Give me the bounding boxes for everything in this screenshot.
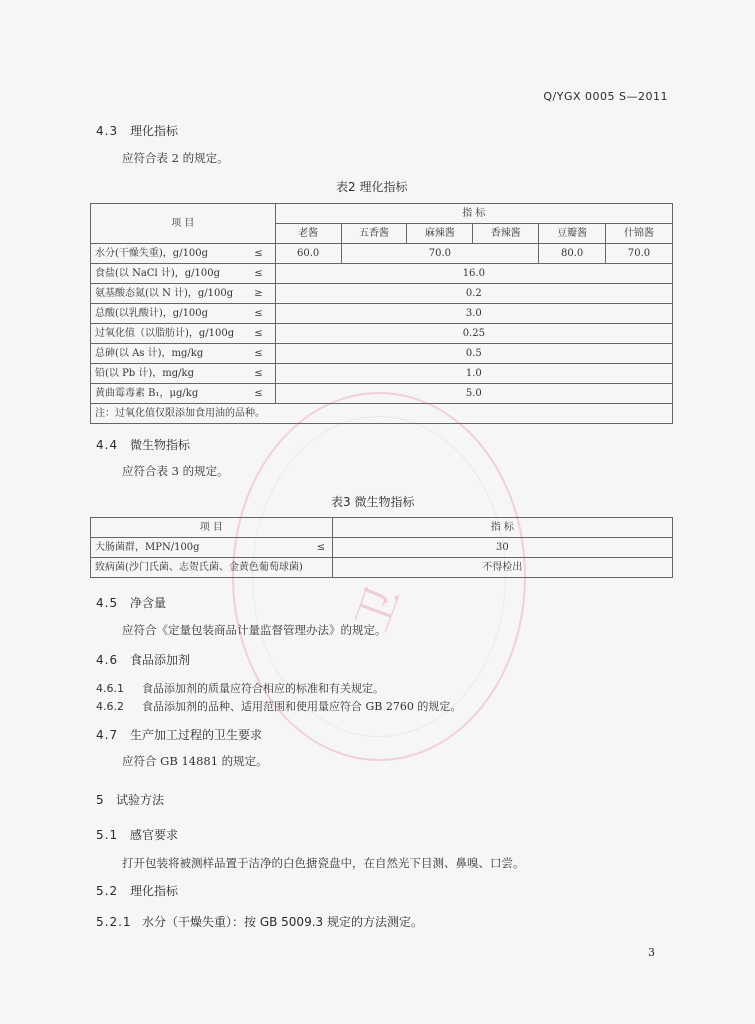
value-cell: 70.0 [606, 244, 673, 264]
row-operator: ≤ [242, 264, 275, 284]
table-row [91, 244, 673, 264]
row-item: 过氧化值（以脂肪计)，g/100g [91, 324, 243, 344]
table-row [91, 384, 673, 404]
table-header-item: 项 目 [91, 204, 276, 244]
clause-text: 水分（干燥失重）：按 GB 5009.3 规定的方法测定。 [142, 915, 423, 929]
section-heading-4-3 [96, 122, 178, 139]
row-operator: ≤ [242, 344, 275, 364]
document-number: Q/YGX 0005 S—2011 [543, 90, 668, 103]
table3-caption: 表3 微生物指标 [331, 495, 415, 509]
section-title: 感官要求 [130, 828, 179, 842]
section-number: 4.6 [96, 653, 119, 667]
table-row [91, 304, 673, 324]
section-heading-4-7 [96, 726, 262, 743]
official-seal-stamp: 卫 [232, 392, 526, 761]
paragraph: 应符合《定量包装商品计量监督管理办法》的规定。 [122, 623, 387, 637]
table-note-row [91, 404, 673, 424]
value-cell: 0.5 [275, 344, 672, 364]
section-title: 理化指标 [130, 884, 179, 898]
value-cell: 70.0 [341, 244, 539, 264]
clause-4-6-1 [96, 680, 384, 696]
table-row [91, 538, 673, 558]
table-header-row [91, 518, 673, 538]
paragraph: 应符合表 2 的规定。 [122, 151, 229, 165]
section-title: 净含量 [130, 596, 167, 610]
value-cell: 3.0 [275, 304, 672, 324]
row-item: 食盐(以 NaCl 计)，g/100g [91, 264, 243, 284]
paragraph: 打开包装将被测样品置于洁净的白色搪瓷盘中，在自然光下目测、鼻嗅、口尝。 [122, 856, 525, 870]
clause-number: 4.6.1 [96, 682, 124, 695]
paragraph: 应符合 GB 14881 的规定。 [122, 754, 268, 768]
section-number: 5.1 [96, 828, 119, 842]
table-header-indicator: 指 标 [332, 518, 672, 538]
section-number: 5 [96, 793, 105, 807]
row-operator: ≤ [242, 384, 275, 404]
row-item: 总酸(以乳酸计)，g/100g [91, 304, 243, 324]
section-heading-5 [96, 791, 164, 808]
section-heading-4-4 [96, 436, 190, 453]
table-row [91, 558, 673, 578]
row-operator: ≤ [310, 538, 332, 558]
row-operator: ≤ [242, 244, 275, 264]
table2-caption: 表2 理化指标 [336, 180, 408, 194]
section-number: 4.4 [96, 438, 119, 452]
table-row [91, 284, 673, 304]
row-item: 黄曲霉毒素 B₁，μg/kg [91, 384, 243, 404]
row-item: 大肠菌群，MPN/100g [91, 538, 311, 558]
table-row [91, 264, 673, 284]
value-cell: 0.2 [275, 284, 672, 304]
section-title: 试验方法 [116, 793, 165, 807]
section-title: 理化指标 [130, 124, 179, 138]
value-cell: 80.0 [539, 244, 606, 264]
value-cell: 不得检出 [332, 558, 672, 578]
section-heading-4-5 [96, 594, 166, 611]
section-heading-4-6 [96, 651, 190, 668]
section-title: 微生物指标 [130, 438, 191, 452]
row-operator: ≤ [242, 364, 275, 384]
table-header-indicator: 指 标 [275, 204, 672, 224]
section-heading-5-1 [96, 826, 178, 843]
row-operator: ≤ [242, 324, 275, 344]
value-cell: 16.0 [275, 264, 672, 284]
clause-4-6-2 [96, 698, 461, 714]
table2 [90, 203, 673, 424]
section-number: 4.7 [96, 728, 119, 742]
section-number: 5.2 [96, 884, 119, 898]
row-item: 铅(以 Pb 计)，mg/kg [91, 364, 243, 384]
table-header-row [91, 204, 673, 224]
clause-text: 食品添加剂的质量应符合相应的标准和有关规定。 [142, 682, 384, 695]
section-number: 4.5 [96, 596, 119, 610]
clause-number: 4.6.2 [96, 700, 124, 713]
page-number: 3 [648, 946, 655, 959]
subheader-cell: 豆瓣酱 [539, 224, 606, 244]
table-header-item: 项 目 [91, 518, 333, 538]
subheader-cell: 五香酱 [341, 224, 407, 244]
clause-number: 5.2.1 [96, 915, 132, 929]
table-row [91, 324, 673, 344]
row-operator: ≤ [242, 304, 275, 324]
section-title: 生产加工过程的卫生要求 [130, 728, 263, 742]
section-title: 食品添加剂 [130, 653, 191, 667]
table-row [91, 344, 673, 364]
value-cell: 0.25 [275, 324, 672, 344]
clause-text: 食品添加剂的品种、适用范围和使用量应符合 GB 2760 的规定。 [142, 700, 462, 713]
subheader-cell: 香辣酱 [473, 224, 539, 244]
table3 [90, 517, 673, 578]
row-item: 致病菌(沙门氏菌、志贺氏菌、金黄色葡萄球菌) [91, 558, 333, 578]
row-operator: ≥ [242, 284, 275, 304]
section-number: 4.3 [96, 124, 119, 138]
value-cell: 60.0 [275, 244, 341, 264]
subheader-cell: 麻辣酱 [407, 224, 473, 244]
paragraph: 应符合表 3 的规定。 [122, 464, 229, 478]
row-item: 水分(干燥失重)，g/100g [91, 244, 243, 264]
row-item: 氨基酸态氮(以 N 计)，g/100g [91, 284, 243, 304]
value-cell: 5.0 [275, 384, 672, 404]
subheader-cell: 老酱 [275, 224, 341, 244]
table-note: 注：过氧化值仅限添加食用油的品种。 [91, 404, 673, 424]
subheader-cell: 什锦酱 [606, 224, 673, 244]
row-item: 总砷(以 As 计)，mg/kg [91, 344, 243, 364]
table-row [91, 364, 673, 384]
value-cell: 30 [332, 538, 672, 558]
clause-5-2-1 [96, 913, 423, 930]
section-heading-5-2 [96, 882, 178, 899]
value-cell: 1.0 [275, 364, 672, 384]
